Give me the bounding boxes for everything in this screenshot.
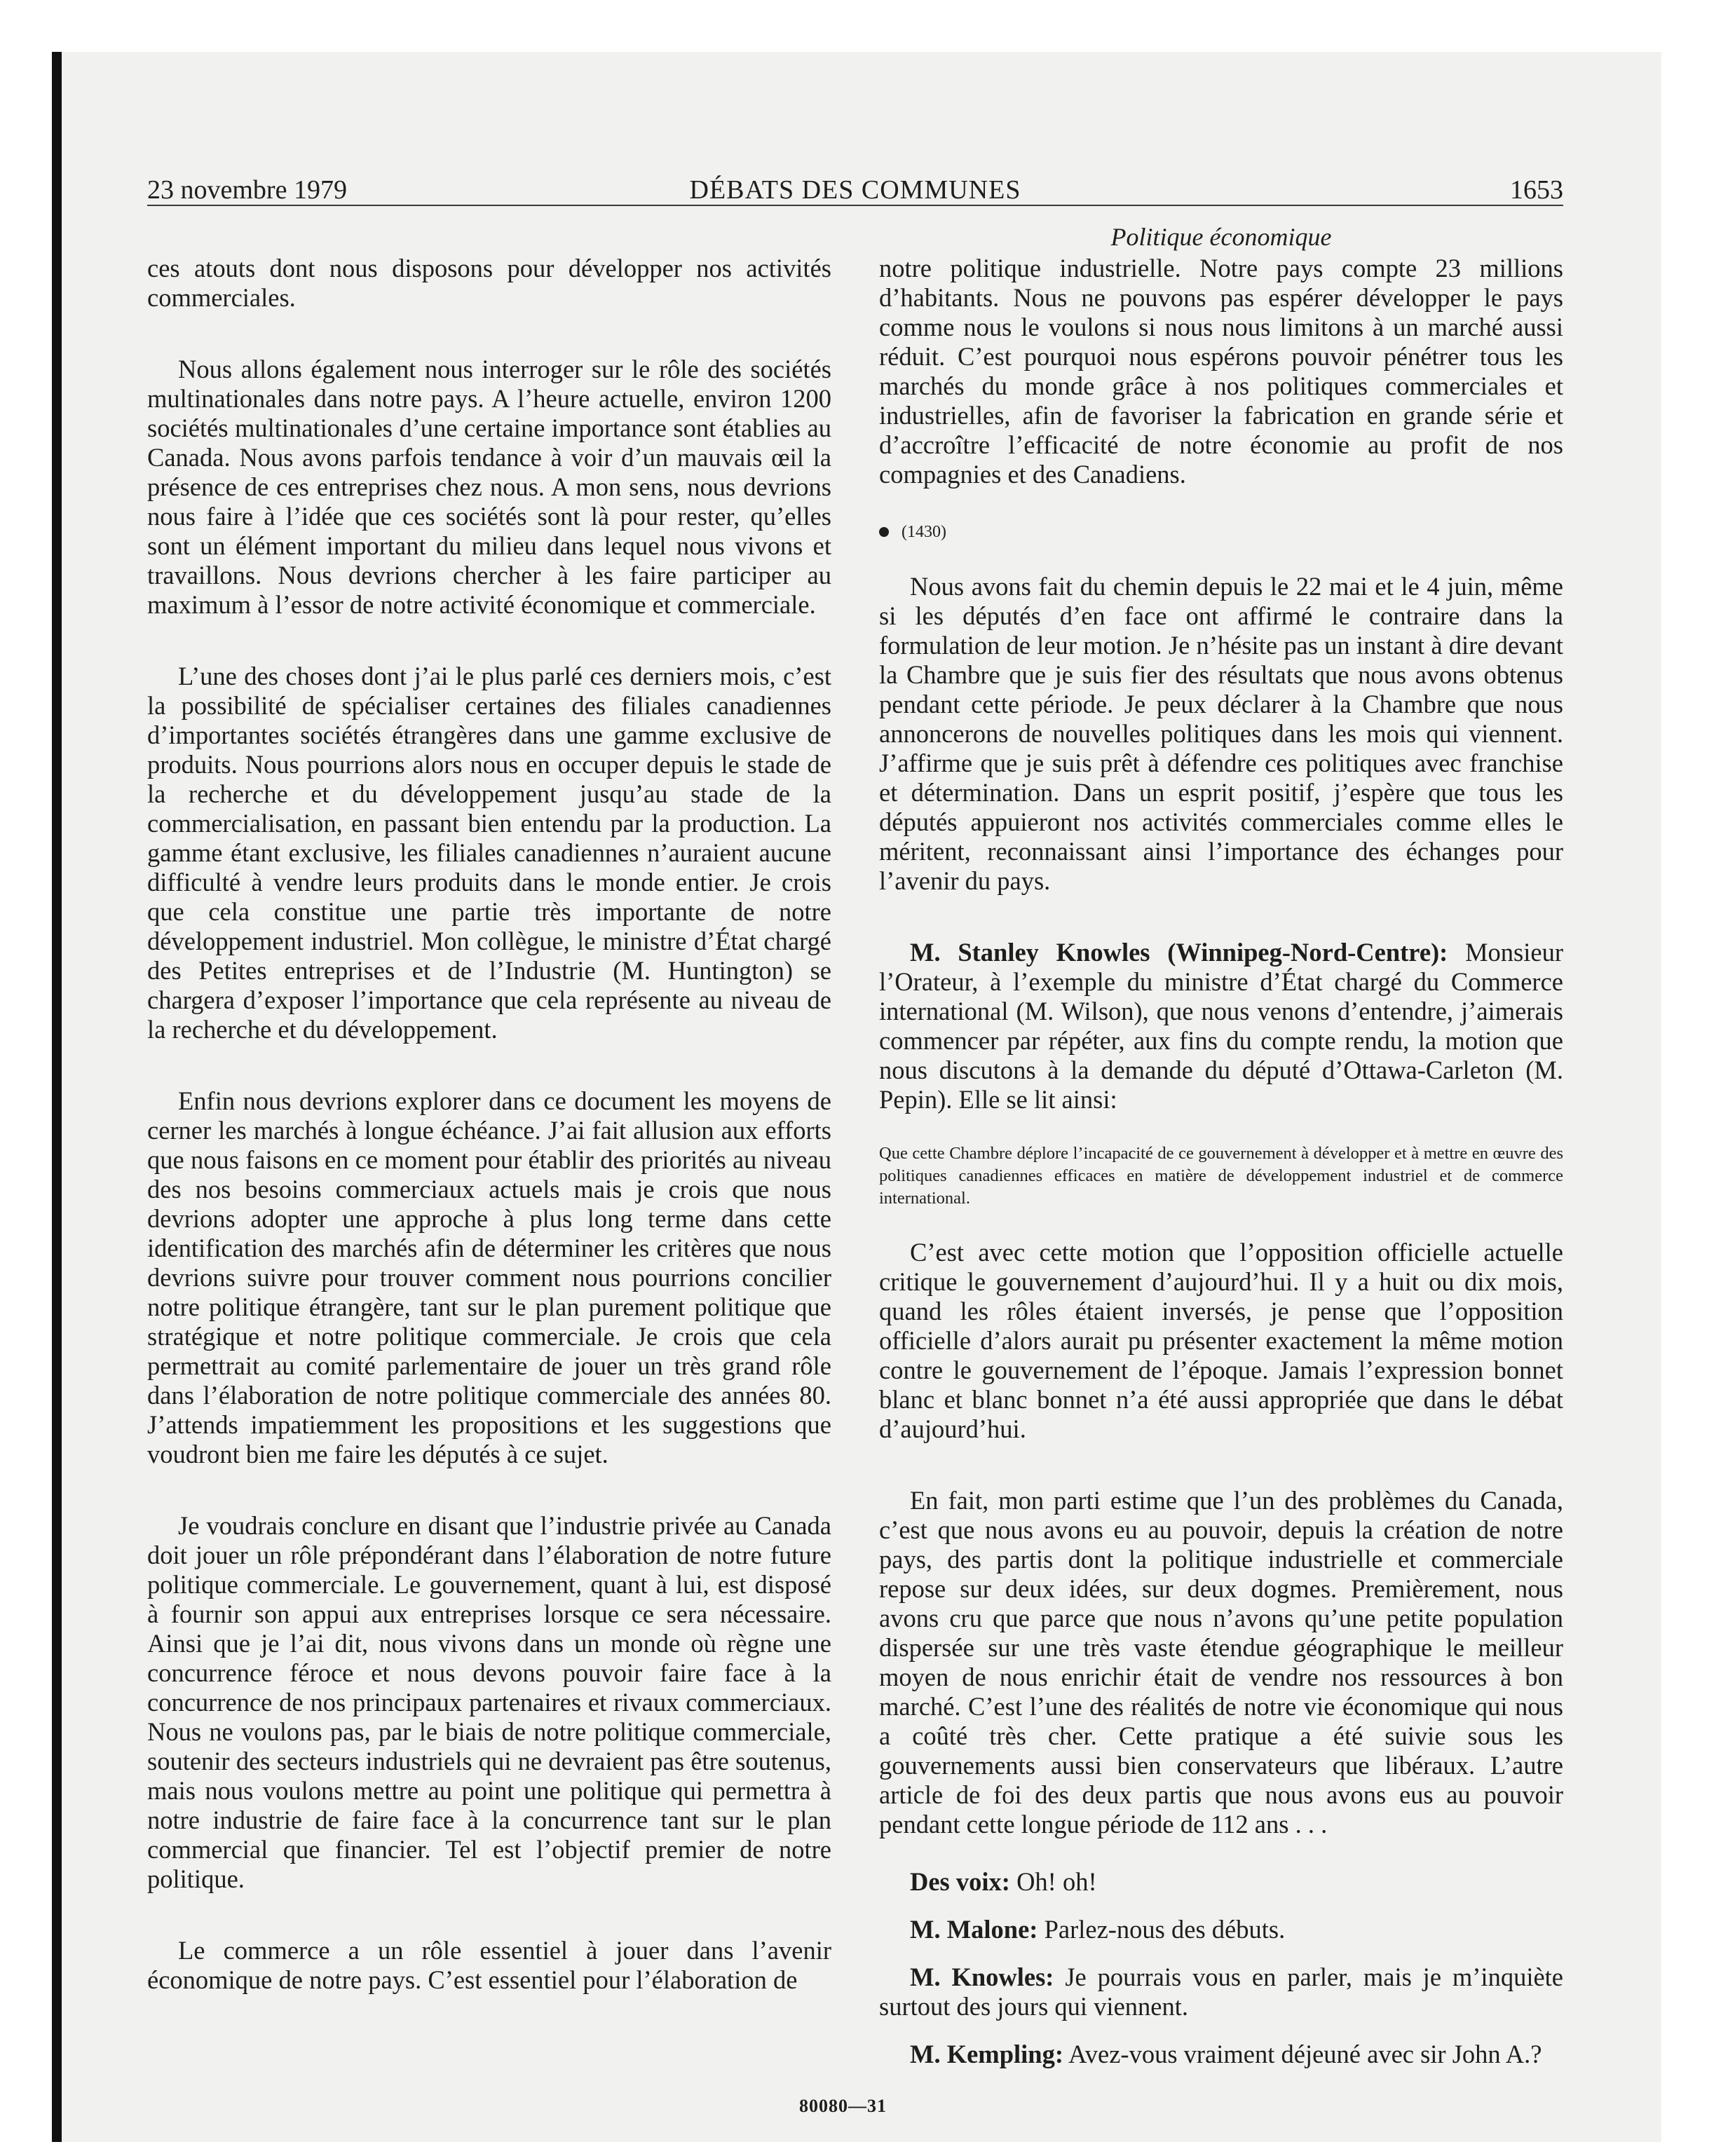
header-divider (147, 205, 1563, 206)
speaker-name: M. Knowles: (910, 1963, 1054, 1991)
right-column (879, 254, 1563, 2087)
time-marker-text: (1430) (901, 523, 946, 541)
page-footer-code: 80080—31 (799, 2096, 887, 2116)
paragraph: Le commerce a un rôle essentiel à jouer dans l’avenir économique de notre pays. C’est essentiel pour l’élaboration de (147, 1936, 831, 1994)
paragraph: C’est avec cette motion que l’opposition officielle actuelle critique le gouvernement d’aujourd’hui. Il y a huit ou dix mois, quand les rôles étaient inversés, je pense que l’opposition officielle d’alors aurait pu présenter exactement la même motion contre le gouvernement de l’époque. Jamais l’expression bonnet blanc et blanc bonnet n’a été aussi appropriée que dans le débat d’aujourd’hui. (879, 1238, 1563, 1443)
interjection (879, 1867, 1563, 1897)
speaker-name: Des voix: (910, 1867, 1010, 1896)
left-column (147, 254, 831, 2037)
page-header (147, 174, 1563, 206)
speech-text: Parlez-nous des débuts. (1044, 1915, 1286, 1944)
paragraph: En fait, mon parti estime que l’un des problèmes du Canada, c’est que nous avons eu au pouvoir, depuis la création de notre pays, des partis dont la politique industrielle et commerciale repose sur deux idées, sur deux dogmes. Premièrement, nous avons cru que parce que nous n’avons qu’une petite population dispersée sur une très vaste étendue géographique le meilleur moyen de nous enrichir était de vendre nos ressources à bon marché. C’est l’une des réalités de notre vie économique qui nous a coûté très cher. Cette pratique a été suivie sous les gouvernements aussi bien conservateurs que libéraux. L’autre article de foi des deux partis que nous avons eus au pouvoir pendant cette longue période de 112 ans . . . (879, 1486, 1563, 1838)
bullet-dot-icon (879, 527, 889, 537)
speaker-name: M. Stanley Knowles (Winnipeg-Nord-Centre): (910, 938, 1448, 967)
speech-knowles (879, 938, 1563, 1114)
interjection (879, 2040, 1563, 2069)
interjection (879, 1963, 1563, 2021)
paragraph: L’une des choses dont j’ai le plus parlé ces derniers mois, c’est la possibilité de spécialiser certaines des filiales canadiennes d’importantes sociétés étrangères dans une gamme exclusive de produits. Nous pourrions alors nous en occuper depuis le stade de la recherche et du développement jusqu’au stade de la commercialisation, en passant bien entendu par la production. La gamme étant exclusive, les filiales canadiennes n’auraient aucune difficulté à vendre leurs produits dans le monde entier. Je crois que cela constitue une partie très importante de notre développement industriel. Mon collègue, le ministre d’État chargé des Petites entreprises et de l’Industrie (M. Huntington) se chargera d’exposer l’importance que cela représente au niveau de la recherche et du développement. (147, 662, 831, 1044)
scan-edge-bar (52, 52, 62, 2142)
paragraph: Je voudrais conclure en disant que l’industrie privée au Canada doit jouer un rôle prépondérant dans l’élaboration de notre future politique commerciale. Le gouvernement, quant à lui, est disposé à fournir son appui aux entreprises lorsque ce sera nécessaire. Ainsi que je l’ai dit, nous vivons dans un monde où règne une concurrence féroce et nous devons pouvoir faire face à la concurrence de nos principaux partenaires et rivaux commerciaux. Nous ne voulons pas, par le biais de notre politique commerciale, soutenir des secteurs industriels qui ne devraient pas être soutenus, mais nous voulons mettre au point une politique qui permettra à notre industrie de faire face à la concurrence tant sur le plan commercial que financier. Tel est l’objectif premier de notre politique. (147, 1511, 831, 1893)
speech-text: Avez-vous vraiment déjeuné avec sir John A.? (1068, 2040, 1542, 2068)
speech-text: Je pourrais vous en parler, mais je m’inquiète surtout des jours qui viennent. (879, 1963, 1564, 2021)
paragraph: Nous avons fait du chemin depuis le 22 mai et le 4 juin, même si les députés d’en face ont affirmé le contraire dans la formulation de leur motion. Je n’hésite pas un instant à dire devant la Chambre que je suis fier des résultats que nous avons obtenus pendant cette période. Je peux déclarer à la Chambre que nous annoncerons de nouvelles politiques dans les mois qui viennent. J’affirme que je suis prêt à défendre ces politiques avec franchise et détermination. Dans un esprit positif, j’espère que tous les députés appuieront nos activités commerciales comme elles le méritent, reconnaissant ainsi l’importance des échanges pour l’avenir du pays. (879, 572, 1563, 895)
speech-text: Monsieur l’Orateur, à l’exemple du ministre d’État chargé du Commerce international (M. Wilson), que nous venons d’entendre, j’aimerais commencer par répéter, aux fins du compte rendu, la motion que nous discutons à la demande du député d’Ottawa-Carleton (M. Pepin). Elle se lit ainsi: (879, 938, 1563, 1114)
paragraph: Enfin nous devrions explorer dans ce document les moyens de cerner les marchés à longue échéance. J’ai fait allusion aux efforts que nous faisons en ce moment pour établir des priorités au niveau des nos besoins commerciaux actuels mais je crois que nous devrions adopter une approche à plus long terme dans cette identification des marchés afin de déterminer les critères que nous devrions suivre pour trouver comment nous pourrions concilier notre politique étrangère, tant sur le plan purement politique que stratégique et notre politique commerciale. Je crois que cela permettrait au comité parlementaire de jouer un très grand rôle dans l’élaboration de notre politique commerciale des années 80. J’attends impatiemment les propositions et les suggestions que voudront bien me faire les députés à ce sujet. (147, 1086, 831, 1468)
paragraph: Nous allons également nous interroger sur le rôle des sociétés multinationales dans notre pays. A l’heure actuelle, environ 1200 sociétés multinationales d’une certaine importance sont établies au Canada. Nous avons parfois tendance à voir d’un mauvais œil la présence de ces entreprises chez nous. A mon sens, nous devrions nous faire à l’idée que ces sociétés sont là pour rester, qu’elles sont un élément important du milieu dans lequel nous vivons et travaillons. Nous devrions chercher à les faire participer au maximum à l’essor de notre activité économique et commerciale. (147, 355, 831, 619)
speech-text: Oh! oh! (1016, 1867, 1097, 1896)
header-title: DÉBATS DES COMMUNES (689, 175, 1021, 205)
section-title: Politique économique (1110, 223, 1332, 251)
interjection (879, 1915, 1563, 1944)
paragraph: notre politique industrielle. Notre pays compte 23 millions d’habitants. Nous ne pouvons pas espérer développer le pays comme nous le voulons si nous nous limitons à un marché aussi réduit. C’est pourquoi nous espérons pouvoir pénétrer tous les marchés du monde grâce à nos politiques commerciales et industrielles, afin de favoriser la fabrication en grande série et d’accroître l’efficacité de notre économie au profit de nos compagnies et des Canadiens. (879, 254, 1563, 489)
speaker-name: M. Kempling: (910, 2040, 1063, 2068)
page-number: 1653 (1510, 175, 1563, 205)
paragraph: ces atouts dont nous disposons pour développer nos activités commerciales. (147, 254, 831, 312)
motion-quote: Que cette Chambre déplore l’incapacité de ce gouvernement à développer et à mettre en œuvre des politiques canadiennes efficaces en matière de développement industriel et de commerce international. (879, 1144, 1563, 1208)
header-date: 23 novembre 1979 (147, 175, 347, 205)
time-marker (879, 517, 1563, 547)
speaker-name: M. Malone: (910, 1915, 1038, 1944)
